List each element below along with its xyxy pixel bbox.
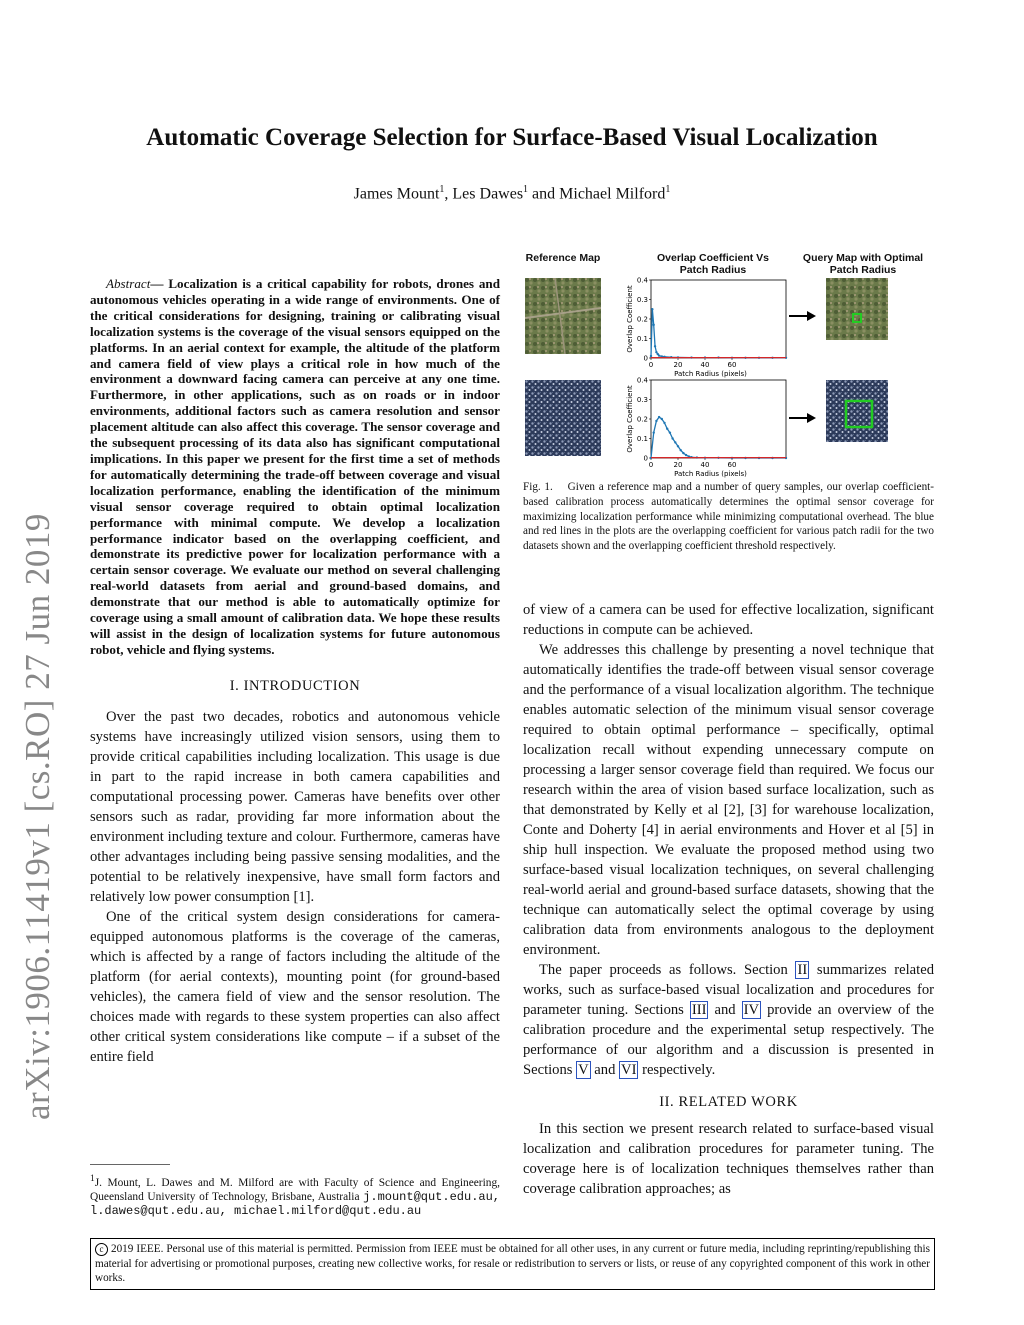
abstract-label: Abstract: [106, 276, 151, 291]
abstract: [90, 276, 500, 658]
x-axis-label: Patch Radius (pixels): [674, 470, 747, 478]
x-tick-label: 60: [727, 361, 737, 369]
data-point: [674, 441, 676, 443]
copyright-notice: [90, 1238, 935, 1290]
author-name: Les Dawes: [452, 185, 524, 203]
y-tick-label: 0.1: [636, 435, 648, 443]
paragraph: Over the past two decades, robotics and autonomous vehicle systems have increasingly utilized vision sensors, using them to provide critical capabilities including localization. This usage is due in part to the rapid increase in both camera capabilities and computational processing power. Cameras have benefits over other sensors such as radar, providing far more information about the environment including texture and colour. Furthermore, cameras have other advantages including being passive sensing modalities, and the potential to be relatively inexpensive, have small form factors and relatively low power consumption [1].: [90, 708, 500, 905]
section-ref-link[interactable]: III: [691, 1002, 707, 1018]
caption-label: Fig. 1.: [523, 481, 553, 493]
data-point: [658, 354, 660, 356]
x-axis-label: Patch Radius (pixels): [674, 370, 747, 378]
text-run: provide an overview of the calibration procedure and the experimental setup respectively. The performance of our algorithm and a discussion is presented in Sections: [523, 1002, 934, 1078]
data-point: [680, 449, 682, 451]
section-ref-link[interactable]: IV: [743, 1002, 760, 1018]
overlap-plot-ground: [623, 376, 793, 480]
paragraph: One of the critical system design considerations for camera-equipped autonomous platforms is the coverage of the cameras, which is affected by a range of factors including the altitude of the platform (for aerial contexts), mounting point (for ground-based vehicles), the camera field of view and the sensor resolution. The choices made with regards to these system properties can also affect other critical system considerations like compute – if a subset of the entire field: [90, 908, 500, 1065]
section-heading-intro: I. INTRODUCTION: [229, 677, 361, 694]
x-tick-label: 20: [673, 461, 683, 469]
intro-body-left: [90, 707, 500, 1067]
fig-col-title-query: Query Map with Optimal Patch Radius: [802, 252, 924, 276]
data-point: [655, 420, 657, 422]
data-point: [682, 452, 684, 454]
x-tick-label: 0: [648, 361, 654, 369]
x-tick-label: 40: [700, 361, 710, 369]
reference-map-ground-image: [525, 380, 601, 456]
section-ref-link[interactable]: II: [797, 962, 808, 978]
data-point: [654, 345, 656, 347]
figure-1: [523, 250, 934, 480]
paragraph: In this section we present research related to surface-based visual localization and calibration procedures for parameter tuning. The coverage here is of localization techniques themselves rather than coverage calibration approaches; as: [523, 1121, 934, 1197]
data-point: [653, 324, 655, 326]
figure-caption: [523, 480, 934, 554]
plot-frame: [651, 280, 786, 358]
x-tick-label: 60: [727, 461, 737, 469]
text-run: and: [590, 1062, 620, 1078]
plot-frame: [651, 380, 786, 458]
author-name: Michael Milford: [559, 185, 666, 203]
y-axis-label: Overlap Coefficient: [626, 285, 634, 353]
fig-col-title-overlap: Overlap Coefficient Vs Patch Radius: [656, 252, 770, 276]
data-point: [658, 416, 660, 418]
footnote-rule: [90, 1164, 170, 1165]
author-sep: ,: [444, 185, 453, 203]
y-tick-label: 0.1: [636, 335, 648, 343]
fig-col-title-reference: Reference Map: [525, 252, 601, 264]
data-point: [669, 431, 671, 433]
text-run: and: [708, 1002, 742, 1018]
section-ref-link[interactable]: V: [578, 1062, 589, 1078]
author-affil: 1: [523, 184, 529, 195]
author-list: [0, 184, 1024, 203]
reference-map-aerial-image: [525, 278, 601, 354]
query-map-ground-image: [826, 380, 888, 442]
footnote: [90, 1172, 500, 1218]
author-name: James Mount: [353, 185, 440, 203]
footnote-emails[interactable]: j.mount@qut.edu.au, l.dawes@qut.edu.au, michael.milford@qut.edu.au: [90, 1189, 500, 1218]
paragraph-outline: [523, 960, 934, 1080]
query-map-aerial-image: [826, 278, 888, 340]
footnote-mark: 1: [90, 1174, 95, 1184]
author-sep: and: [528, 185, 560, 203]
data-point: [663, 422, 665, 424]
y-tick-label: 0: [643, 454, 648, 463]
x-tick-label: 20: [673, 361, 683, 369]
data-point: [685, 454, 687, 456]
paper-title: Automatic Coverage Selection for Surface-Based Visual Localization: [146, 124, 878, 151]
arrow-right-icon: [787, 412, 817, 424]
data-point: [671, 437, 673, 439]
paragraph: We addresses this challenge by presenting a novel technique that automatically identifies the trade-off between visual sensor coverage and the performance of a visual localization algorithm. The technique enables automatic selection of the minimum visual sensor coverage required to obtain optimal performance – specifically, optimal localization recall without expending unnecessary compute on processing a larger sensor coverage field than required. We focus our research within the area of vision based surface localization, such as that demonstrated by Kelly et al [2], [3] for warehouse localization, Conte and Doherty [4] in aerial environments and Hover et al [5] in ship hull inspection. We evaluate the proposed method using two surface-based visual localization techniques, on several challenging real-world aerial and ground-based surface datasets, showing that the technique can automatically select the optimal coverage by using calibration data from environments analogous to the deployment environment.: [523, 642, 934, 958]
text-run: respectively.: [638, 1062, 716, 1078]
section-ref-link[interactable]: VI: [621, 1062, 637, 1078]
y-tick-label: 0: [643, 354, 648, 363]
x-tick-label: 0: [648, 461, 654, 469]
abstract-dash: —: [150, 276, 164, 291]
y-tick-label: 0.3: [636, 296, 648, 304]
data-point: [653, 431, 655, 433]
y-axis-label: Overlap Coefficient: [626, 385, 634, 453]
y-tick-label: 0.3: [636, 396, 648, 404]
y-tick-label: 0.4: [636, 276, 648, 285]
data-point: [651, 308, 653, 310]
data-point: [661, 418, 663, 420]
left-column: [90, 276, 500, 1067]
copyright-text: 2019 IEEE. Personal use of this material is permitted. Permission from IEEE must be obtained for all other uses, in any current or future media, including reprinting/republishing this material for advertising or promotional purposes, creating new collective works, for resale or redistribution to servers or lists, or reuse of any copyrighted component of this work in other works.: [95, 1243, 930, 1284]
arrow-right-icon: [787, 310, 817, 322]
text-run: summarizes related works, such as surface-based visual localization and procedures for parameter tuning. Sections: [523, 962, 934, 1018]
overlap-plot-aerial: [623, 276, 793, 380]
author-affil: 1: [439, 184, 445, 195]
footnote-text: J. Mount, L. Dawes and M. Milford are with Faculty of Science and Engineering, Queensland University of Technology, Brisbane, Australia: [90, 1176, 500, 1203]
paragraph: of view of a camera can be used for effective localization, significant reductions in compute can be achieved.: [523, 602, 934, 638]
y-tick-label: 0.2: [636, 315, 648, 324]
data-point: [650, 355, 652, 357]
abstract-text: Localization is a critical capability for robots, drones and autonomous vehicles operating in a wide range of environments. One of the critical considerations for designing, training or calibrating visual localization systems is the coverage of the visual sensors equipped on the platforms. In an aerial context for example, the altitude of the platform and camera field of view plays a critical role in how much of the environment a downward facing camera can perceive at any one time. Furthermore, in other applications, such as on roads or in indoor environments, additional factors such as camera resolution and sensor placement altitude can also affect this coverage. The sensor coverage and the subsequent processing of its data also has significant computational implications. In this paper we present for the first time a set of methods for automatically determining the trade-off between coverage and visual localization performance, enabling the identification of the minimum visual sensor coverage required to obtain optimal localization performance with minimal compute. We develop a localization performance indicator based on the overlapping coefficient, and demonstrate its predictive power for localization performance with a certain sensor coverage. We evaluate our method on several challenging real-world datasets from aerial and ground-based domains, and demonstrate that our method is able to automatically optimize for coverage using a small amount of calibration data. We hope these results will assist in the design of localization systems for future autonomous robot, vehicle and flying systems.: [90, 276, 500, 657]
text-run: The paper proceeds as follows. Section: [539, 962, 796, 978]
data-point: [677, 445, 679, 447]
y-tick-label: 0.4: [636, 376, 648, 385]
right-column: [523, 600, 934, 1199]
x-tick-label: 40: [700, 461, 710, 469]
data-point: [666, 428, 668, 430]
section-heading-related: II. RELATED WORK: [659, 1094, 798, 1110]
arxiv-identifier: arXiv:1906.11419v1 [cs.RO] 27 Jun 2019: [18, 513, 57, 1120]
author-affil: 1: [665, 184, 671, 195]
data-point: [655, 351, 657, 353]
caption-text: Given a reference map and a number of query samples, our overlap coefficient-based calibration process automatically determines the optimal sensor coverage for maximizing localization performance while minimizing computational overhead. The blue and red lines in the plots are the overlapping coefficient for various patch radii for the two datasets shown and the overlapping coefficient threshold respectively.: [523, 481, 935, 553]
y-tick-label: 0.2: [636, 415, 648, 424]
copyright-icon: c: [95, 1243, 108, 1256]
